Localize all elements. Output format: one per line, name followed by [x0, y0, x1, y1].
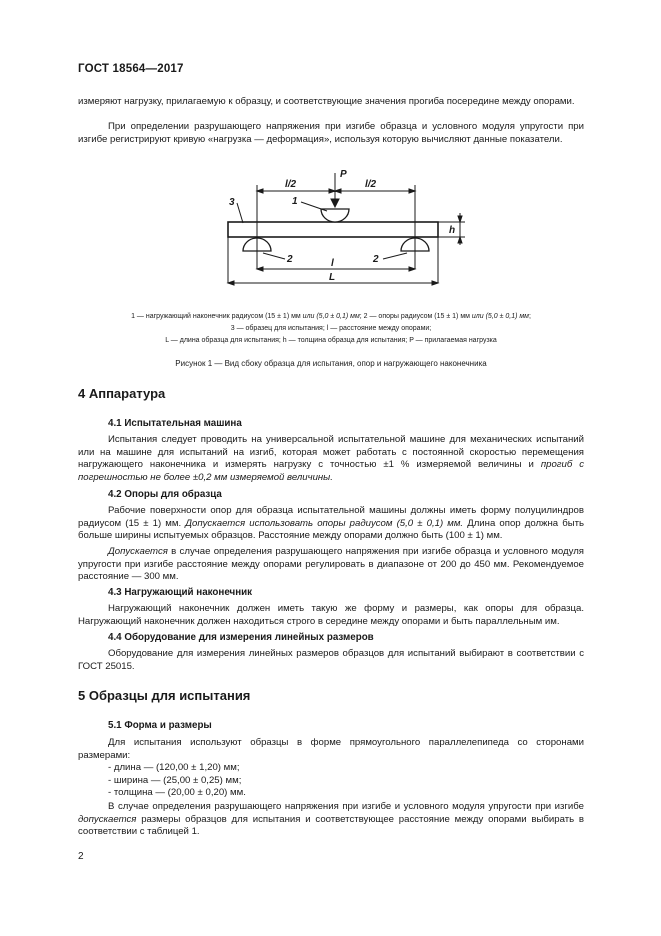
legend-line2: 3 — образец для испытания; l — расстояние между опорами;: [230, 325, 432, 332]
section-5-1-title: 5.1 Форма и размеры: [108, 720, 212, 731]
legend-line1-d: или (5,0 ± 0,1) мм: [471, 313, 529, 320]
figure-1-diagram: [215, 165, 475, 295]
label-l-half-right: l/2: [365, 179, 377, 190]
legend-line3: L — длина образца для испытания; h — толщина образца для испытания; P — прилагаемая нагрузка: [165, 337, 497, 344]
label-h: h: [449, 225, 456, 236]
legend-line1-a: 1 — нагружающий наконечник радиусом (15 ± 1) мм: [131, 313, 303, 320]
label-L: L: [329, 272, 336, 283]
page-number: 2: [78, 851, 84, 862]
section-4-3-text: Нагружающий наконечник должен иметь такую же форму и размеры, как опоры для образца. Нагружающий наконечник должен находиться строго в середине между опорами и быть параллельным им.: [78, 603, 584, 627]
intro-paragraph-1: измеряют нагрузку, прилагаемую к образцу, и соответствующие значения прогиба посередине между опорами.: [78, 96, 575, 107]
label-l: l: [331, 258, 334, 269]
intro-paragraph-2: При определении разрушающего напряжения при изгибе образца и условного модуля упругости при изгибе регистрируют кривую «нагрузка — деформация», используя которую вычисляют данные показатели.: [78, 121, 584, 145]
label-2-right: 2: [373, 254, 379, 265]
section-4-4-title: 4.4 Оборудование для измерения линейных размеров: [108, 632, 374, 643]
section-4-1-text: Испытания следует проводить на универсальной испытательной машине для механических испытаний или на машине для испытаний на изгиб, которая может работать с постоянной скоростью перемещения нагружающего наконечника и измерять нагрузку с точностью ±1 % измеряемой величины и прогиб с погрешностью не более ±0,2 мм измеряемой величины.: [78, 434, 584, 483]
label-3: 3: [229, 197, 235, 208]
section-5-1-text: Для испытания используют образцы в форме прямоугольного параллелепипеда со сторонами размерами:: [78, 737, 584, 761]
list-item: - длина — (120,00 ± 1,20) мм;: [108, 762, 240, 773]
section-4-3-title: 4.3 Нагружающий наконечник: [108, 587, 253, 598]
section-4-title: 4 Аппаратура: [78, 386, 166, 401]
loading-nose: [321, 209, 349, 222]
figure-legend: [78, 311, 584, 347]
section-5-1-text-2: В случае определения разрушающего напряжения при изгибе и условного модуля упругости при изгибе допускается размеры образцов для испытания и соответствующее расстояние между опорами выбирать в соответствии с таблицей 1.: [78, 801, 584, 837]
figure-title: Рисунок 1 — Вид сбоку образца для испытания, опор и нагружающего наконечника: [175, 359, 487, 368]
section-4-1-title: 4.1 Испытательная машина: [108, 418, 242, 429]
section-4-2-text: Рабочие поверхности опор для образца испытательной машины должны иметь форму полуцилиндров радиусом (15 ± 1) мм. Допускается использовать опоры радиусом (5,0 ± 0,1) мм. Длина опор должна быть больше ширины испытуемых образцов. Расстояние между опорами должно быть (100 ± 1) мм.: [78, 505, 585, 541]
load-arrow-head: [331, 199, 339, 207]
specimen-bar: [228, 222, 438, 237]
label-1: 1: [292, 196, 298, 207]
label-l-half-left: l/2: [285, 179, 297, 190]
label-2-left: 2: [287, 254, 293, 265]
legend-line1-b: или (5,0 ± 0,1) мм: [302, 313, 360, 320]
legend-line1-e: ;: [528, 313, 531, 320]
section-4-2-text-2: Допускается в случае определения разрушающего напряжения при изгибе образца и условного модуля упругости при изгибе расстояние между опорами регулировать в диапазоне от 200 до 450 мм. Рекомендуемое расстояние — 300 мм.: [78, 546, 584, 582]
section-5-title: 5 Образцы для испытания: [78, 688, 251, 703]
list-item: - толщина — (20,00 ± 0,20) мм.: [108, 787, 246, 798]
label-P: P: [340, 169, 347, 180]
section-4-4-text: Оборудование для измерения линейных размеров образцов для испытаний выбирают в соответствии с ГОСТ 25015.: [78, 648, 584, 672]
document-header: ГОСТ 18564—2017: [78, 63, 184, 75]
legend-line1-c: ; 2 — опоры радиусом (15 ± 1) мм: [359, 313, 472, 320]
list-item: - ширина — (25,00 ± 0,25) мм;: [108, 774, 242, 786]
section-4-2-title: 4.2 Опоры для образца: [108, 489, 222, 500]
dimensions-list: [108, 762, 584, 800]
